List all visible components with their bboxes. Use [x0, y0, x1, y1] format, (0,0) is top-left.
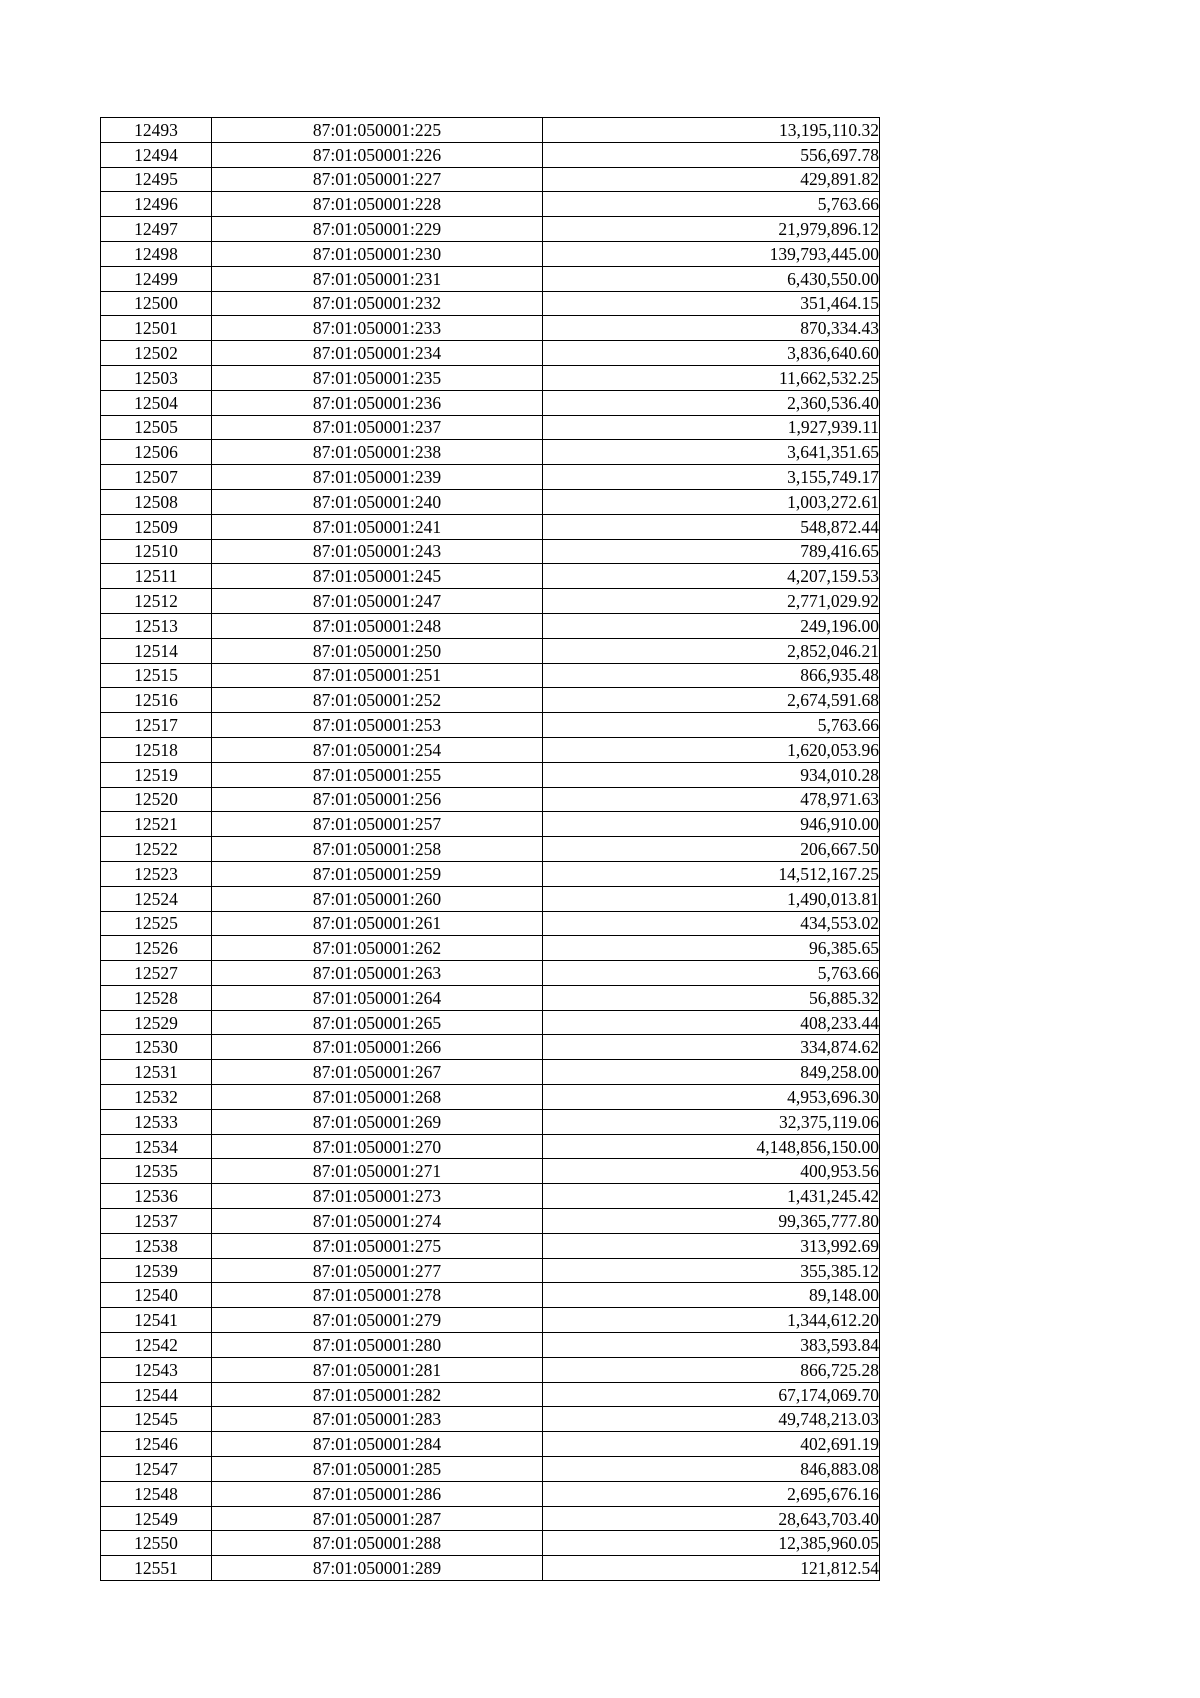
table-row: [101, 1357, 880, 1382]
cadastral-number-cell: 87:01:050001:279: [212, 1308, 543, 1333]
cadastral-number-cell: 87:01:050001:262: [212, 936, 543, 961]
row-number-cell: 12498: [101, 241, 212, 266]
cadastral-value-cell: 5,763.66: [543, 192, 880, 217]
table-row: [101, 787, 880, 812]
row-number-cell: 12503: [101, 365, 212, 390]
table-row: [101, 1035, 880, 1060]
row-number-cell: 12523: [101, 861, 212, 886]
table-row: [101, 1432, 880, 1457]
table-row: [101, 266, 880, 291]
table-row: [101, 1283, 880, 1308]
cadastral-number-cell: 87:01:050001:228: [212, 192, 543, 217]
cadastral-value-cell: 11,662,532.25: [543, 365, 880, 390]
table-row: [101, 1134, 880, 1159]
cadastral-number-cell: 87:01:050001:282: [212, 1382, 543, 1407]
cadastral-value-cell: 400,953.56: [543, 1159, 880, 1184]
cadastral-number-cell: 87:01:050001:248: [212, 613, 543, 638]
cadastral-value-cell: 402,691.19: [543, 1432, 880, 1457]
row-number-cell: 12528: [101, 985, 212, 1010]
cadastral-value-cell: 1,431,245.42: [543, 1184, 880, 1209]
table-row: [101, 415, 880, 440]
cadastral-value-cell: 13,195,110.32: [543, 118, 880, 143]
cadastral-number-cell: 87:01:050001:245: [212, 564, 543, 589]
table-row: [101, 291, 880, 316]
cadastral-value-cell: 14,512,167.25: [543, 861, 880, 886]
table-row: [101, 861, 880, 886]
row-number-cell: 12495: [101, 167, 212, 192]
cadastral-number-cell: 87:01:050001:227: [212, 167, 543, 192]
cadastral-value-cell: 1,003,272.61: [543, 489, 880, 514]
cadastral-value-cell: 1,344,612.20: [543, 1308, 880, 1333]
cadastral-value-cell: 96,385.65: [543, 936, 880, 961]
table-row: [101, 886, 880, 911]
row-number-cell: 12518: [101, 737, 212, 762]
table-row: [101, 1159, 880, 1184]
cadastral-value-cell: 2,360,536.40: [543, 390, 880, 415]
row-number-cell: 12506: [101, 440, 212, 465]
cadastral-value-cell: 121,812.54: [543, 1556, 880, 1581]
table-row: [101, 1506, 880, 1531]
row-number-cell: 12549: [101, 1506, 212, 1531]
cadastral-value-cell: 946,910.00: [543, 812, 880, 837]
cadastral-value-cell: 3,155,749.17: [543, 465, 880, 490]
row-number-cell: 12541: [101, 1308, 212, 1333]
cadastral-number-cell: 87:01:050001:238: [212, 440, 543, 465]
table-row: [101, 589, 880, 614]
table-row: [101, 390, 880, 415]
cadastral-value-cell: 313,992.69: [543, 1233, 880, 1258]
row-number-cell: 12515: [101, 663, 212, 688]
cadastral-value-cell: 32,375,119.06: [543, 1109, 880, 1134]
cadastral-value-cell: 789,416.65: [543, 539, 880, 564]
row-number-cell: 12502: [101, 341, 212, 366]
cadastral-value-cell: 4,148,856,150.00: [543, 1134, 880, 1159]
table-row: [101, 539, 880, 564]
table-row: [101, 1457, 880, 1482]
cadastral-value-cell: 139,793,445.00: [543, 241, 880, 266]
row-number-cell: 12526: [101, 936, 212, 961]
cadastral-number-cell: 87:01:050001:254: [212, 737, 543, 762]
table-row: [101, 465, 880, 490]
cadastral-number-cell: 87:01:050001:285: [212, 1457, 543, 1482]
table-row: [101, 440, 880, 465]
table-row: [101, 217, 880, 242]
table-row: [101, 961, 880, 986]
cadastral-value-cell: 249,196.00: [543, 613, 880, 638]
table-row: [101, 688, 880, 713]
table-row: [101, 812, 880, 837]
row-number-cell: 12504: [101, 390, 212, 415]
row-number-cell: 12507: [101, 465, 212, 490]
cadastral-value-table: [100, 117, 880, 1581]
cadastral-value-cell: 429,891.82: [543, 167, 880, 192]
table-row: [101, 1556, 880, 1581]
cadastral-number-cell: 87:01:050001:286: [212, 1481, 543, 1506]
cadastral-number-cell: 87:01:050001:257: [212, 812, 543, 837]
table-row: [101, 241, 880, 266]
cadastral-value-cell: 12,385,960.05: [543, 1531, 880, 1556]
cadastral-number-cell: 87:01:050001:259: [212, 861, 543, 886]
row-number-cell: 12529: [101, 1010, 212, 1035]
cadastral-number-cell: 87:01:050001:274: [212, 1209, 543, 1234]
row-number-cell: 12544: [101, 1382, 212, 1407]
cadastral-value-cell: 67,174,069.70: [543, 1382, 880, 1407]
table-row: [101, 1481, 880, 1506]
cadastral-value-cell: 334,874.62: [543, 1035, 880, 1060]
cadastral-number-cell: 87:01:050001:251: [212, 663, 543, 688]
row-number-cell: 12520: [101, 787, 212, 812]
cadastral-value-cell: 1,620,053.96: [543, 737, 880, 762]
table-row: [101, 564, 880, 589]
cadastral-number-cell: 87:01:050001:283: [212, 1407, 543, 1432]
row-number-cell: 12525: [101, 911, 212, 936]
row-number-cell: 12521: [101, 812, 212, 837]
row-number-cell: 12535: [101, 1159, 212, 1184]
cadastral-number-cell: 87:01:050001:239: [212, 465, 543, 490]
row-number-cell: 12494: [101, 142, 212, 167]
cadastral-value-cell: 5,763.66: [543, 713, 880, 738]
row-number-cell: 12537: [101, 1209, 212, 1234]
row-number-cell: 12522: [101, 837, 212, 862]
cadastral-number-cell: 87:01:050001:236: [212, 390, 543, 415]
cadastral-value-cell: 556,697.78: [543, 142, 880, 167]
table-row: [101, 118, 880, 143]
cadastral-value-cell: 849,258.00: [543, 1060, 880, 1085]
cadastral-value-cell: 28,643,703.40: [543, 1506, 880, 1531]
cadastral-number-cell: 87:01:050001:234: [212, 341, 543, 366]
table-row: [101, 1258, 880, 1283]
cadastral-number-cell: 87:01:050001:252: [212, 688, 543, 713]
cadastral-number-cell: 87:01:050001:253: [212, 713, 543, 738]
cadastral-value-cell: 846,883.08: [543, 1457, 880, 1482]
table-row: [101, 1308, 880, 1333]
cadastral-value-cell: 6,430,550.00: [543, 266, 880, 291]
cadastral-value-cell: 934,010.28: [543, 762, 880, 787]
cadastral-number-cell: 87:01:050001:265: [212, 1010, 543, 1035]
table-row: [101, 316, 880, 341]
cadastral-number-cell: 87:01:050001:289: [212, 1556, 543, 1581]
cadastral-number-cell: 87:01:050001:270: [212, 1134, 543, 1159]
row-number-cell: 12547: [101, 1457, 212, 1482]
cadastral-value-cell: 2,695,676.16: [543, 1481, 880, 1506]
row-number-cell: 12550: [101, 1531, 212, 1556]
cadastral-number-cell: 87:01:050001:266: [212, 1035, 543, 1060]
cadastral-number-cell: 87:01:050001:233: [212, 316, 543, 341]
table-row: [101, 638, 880, 663]
table-row: [101, 1382, 880, 1407]
cadastral-value-cell: 4,953,696.30: [543, 1085, 880, 1110]
row-number-cell: 12551: [101, 1556, 212, 1581]
table-row: [101, 1109, 880, 1134]
cadastral-number-cell: 87:01:050001:231: [212, 266, 543, 291]
cadastral-number-cell: 87:01:050001:278: [212, 1283, 543, 1308]
row-number-cell: 12524: [101, 886, 212, 911]
row-number-cell: 12546: [101, 1432, 212, 1457]
row-number-cell: 12530: [101, 1035, 212, 1060]
cadastral-number-cell: 87:01:050001:247: [212, 589, 543, 614]
table-body: [101, 118, 880, 1581]
row-number-cell: 12548: [101, 1481, 212, 1506]
table-row: [101, 1333, 880, 1358]
cadastral-value-cell: 49,748,213.03: [543, 1407, 880, 1432]
cadastral-number-cell: 87:01:050001:269: [212, 1109, 543, 1134]
row-number-cell: 12496: [101, 192, 212, 217]
row-number-cell: 12531: [101, 1060, 212, 1085]
cadastral-value-cell: 866,935.48: [543, 663, 880, 688]
cadastral-value-cell: 3,836,640.60: [543, 341, 880, 366]
cadastral-value-cell: 5,763.66: [543, 961, 880, 986]
row-number-cell: 12500: [101, 291, 212, 316]
row-number-cell: 12509: [101, 514, 212, 539]
table-row: [101, 1010, 880, 1035]
table-row: [101, 192, 880, 217]
cadastral-number-cell: 87:01:050001:268: [212, 1085, 543, 1110]
table-row: [101, 663, 880, 688]
row-number-cell: 12501: [101, 316, 212, 341]
table-row: [101, 936, 880, 961]
cadastral-number-cell: 87:01:050001:230: [212, 241, 543, 266]
cadastral-value-cell: 4,207,159.53: [543, 564, 880, 589]
cadastral-value-cell: 21,979,896.12: [543, 217, 880, 242]
cadastral-number-cell: 87:01:050001:275: [212, 1233, 543, 1258]
cadastral-number-cell: 87:01:050001:267: [212, 1060, 543, 1085]
row-number-cell: 12512: [101, 589, 212, 614]
cadastral-value-cell: 355,385.12: [543, 1258, 880, 1283]
table-row: [101, 1060, 880, 1085]
cadastral-value-cell: 434,553.02: [543, 911, 880, 936]
cadastral-number-cell: 87:01:050001:225: [212, 118, 543, 143]
cadastral-number-cell: 87:01:050001:250: [212, 638, 543, 663]
row-number-cell: 12499: [101, 266, 212, 291]
cadastral-value-cell: 2,771,029.92: [543, 589, 880, 614]
cadastral-number-cell: 87:01:050001:288: [212, 1531, 543, 1556]
cadastral-value-cell: 1,490,013.81: [543, 886, 880, 911]
table-row: [101, 514, 880, 539]
cadastral-value-cell: 408,233.44: [543, 1010, 880, 1035]
row-number-cell: 12540: [101, 1283, 212, 1308]
cadastral-value-cell: 2,674,591.68: [543, 688, 880, 713]
cadastral-number-cell: 87:01:050001:232: [212, 291, 543, 316]
table-row: [101, 713, 880, 738]
row-number-cell: 12532: [101, 1085, 212, 1110]
cadastral-value-cell: 478,971.63: [543, 787, 880, 812]
cadastral-value-cell: 383,593.84: [543, 1333, 880, 1358]
row-number-cell: 12519: [101, 762, 212, 787]
cadastral-number-cell: 87:01:050001:229: [212, 217, 543, 242]
table-row: [101, 1233, 880, 1258]
table-row: [101, 1209, 880, 1234]
cadastral-number-cell: 87:01:050001:287: [212, 1506, 543, 1531]
cadastral-number-cell: 87:01:050001:255: [212, 762, 543, 787]
row-number-cell: 12533: [101, 1109, 212, 1134]
cadastral-number-cell: 87:01:050001:226: [212, 142, 543, 167]
cadastral-value-cell: 89,148.00: [543, 1283, 880, 1308]
cadastral-number-cell: 87:01:050001:271: [212, 1159, 543, 1184]
cadastral-value-cell: 870,334.43: [543, 316, 880, 341]
table-row: [101, 985, 880, 1010]
row-number-cell: 12542: [101, 1333, 212, 1358]
table-row: [101, 489, 880, 514]
cadastral-value-cell: 1,927,939.11: [543, 415, 880, 440]
row-number-cell: 12538: [101, 1233, 212, 1258]
cadastral-number-cell: 87:01:050001:263: [212, 961, 543, 986]
table-row: [101, 167, 880, 192]
cadastral-number-cell: 87:01:050001:261: [212, 911, 543, 936]
cadastral-value-cell: 56,885.32: [543, 985, 880, 1010]
cadastral-value-cell: 99,365,777.80: [543, 1209, 880, 1234]
row-number-cell: 12545: [101, 1407, 212, 1432]
cadastral-number-cell: 87:01:050001:241: [212, 514, 543, 539]
row-number-cell: 12513: [101, 613, 212, 638]
table-row: [101, 911, 880, 936]
cadastral-value-cell: 3,641,351.65: [543, 440, 880, 465]
cadastral-number-cell: 87:01:050001:264: [212, 985, 543, 1010]
row-number-cell: 12508: [101, 489, 212, 514]
cadastral-number-cell: 87:01:050001:273: [212, 1184, 543, 1209]
cadastral-number-cell: 87:01:050001:243: [212, 539, 543, 564]
table-row: [101, 737, 880, 762]
cadastral-value-cell: 2,852,046.21: [543, 638, 880, 663]
cadastral-number-cell: 87:01:050001:256: [212, 787, 543, 812]
row-number-cell: 12493: [101, 118, 212, 143]
row-number-cell: 12527: [101, 961, 212, 986]
cadastral-number-cell: 87:01:050001:258: [212, 837, 543, 862]
cadastral-number-cell: 87:01:050001:284: [212, 1432, 543, 1457]
row-number-cell: 12497: [101, 217, 212, 242]
cadastral-value-cell: 548,872.44: [543, 514, 880, 539]
table-row: [101, 762, 880, 787]
table-row: [101, 142, 880, 167]
table-row: [101, 341, 880, 366]
cadastral-value-cell: 866,725.28: [543, 1357, 880, 1382]
row-number-cell: 12543: [101, 1357, 212, 1382]
cadastral-value-cell: 351,464.15: [543, 291, 880, 316]
cadastral-number-cell: 87:01:050001:240: [212, 489, 543, 514]
row-number-cell: 12517: [101, 713, 212, 738]
row-number-cell: 12536: [101, 1184, 212, 1209]
cadastral-number-cell: 87:01:050001:237: [212, 415, 543, 440]
table-row: [101, 365, 880, 390]
row-number-cell: 12510: [101, 539, 212, 564]
table-row: [101, 1184, 880, 1209]
cadastral-number-cell: 87:01:050001:277: [212, 1258, 543, 1283]
table-row: [101, 1531, 880, 1556]
table-row: [101, 613, 880, 638]
cadastral-number-cell: 87:01:050001:235: [212, 365, 543, 390]
cadastral-number-cell: 87:01:050001:260: [212, 886, 543, 911]
cadastral-value-cell: 206,667.50: [543, 837, 880, 862]
row-number-cell: 12534: [101, 1134, 212, 1159]
cadastral-number-cell: 87:01:050001:280: [212, 1333, 543, 1358]
table-row: [101, 837, 880, 862]
row-number-cell: 12505: [101, 415, 212, 440]
cadastral-number-cell: 87:01:050001:281: [212, 1357, 543, 1382]
row-number-cell: 12516: [101, 688, 212, 713]
row-number-cell: 12539: [101, 1258, 212, 1283]
row-number-cell: 12511: [101, 564, 212, 589]
table-row: [101, 1085, 880, 1110]
row-number-cell: 12514: [101, 638, 212, 663]
table-row: [101, 1407, 880, 1432]
